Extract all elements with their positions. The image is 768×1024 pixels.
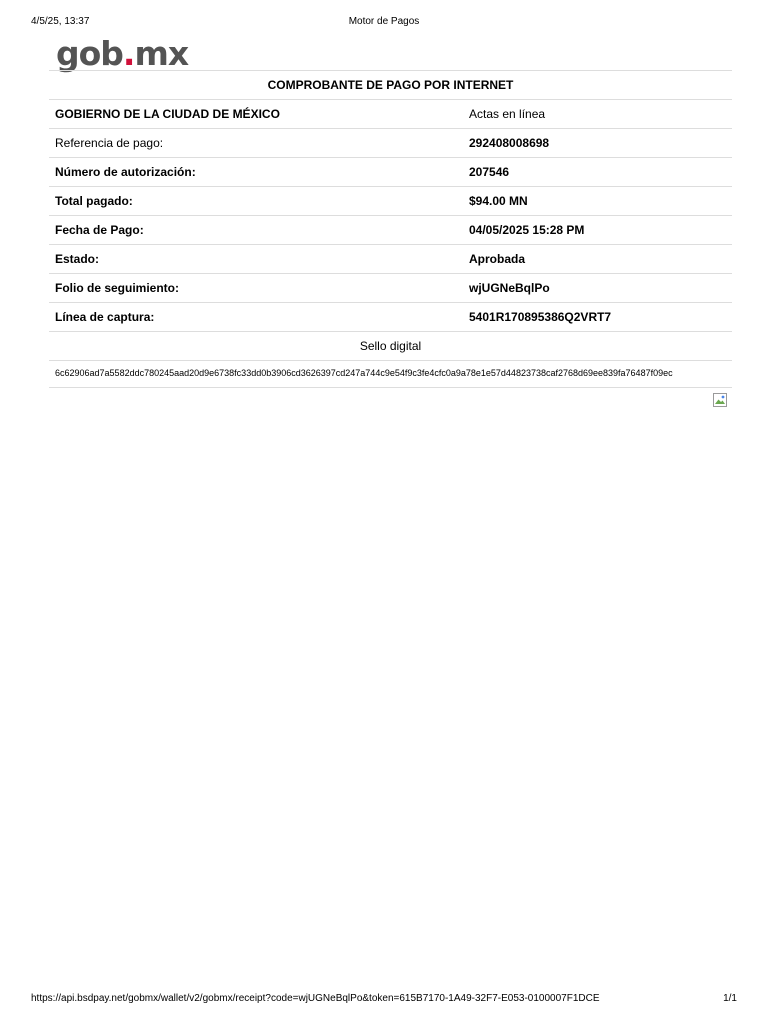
row-value: 292408008698 (469, 136, 550, 150)
row-value: 04/05/2025 15:28 PM (469, 223, 585, 237)
logo-dot: . (122, 34, 135, 73)
receipt-row-tracking-folio (49, 274, 732, 303)
gobmx-logo (56, 34, 188, 74)
receipt-row-capture-line (49, 303, 732, 332)
receipt-row-status (49, 245, 732, 274)
row-value: Actas en línea (469, 107, 546, 121)
row-label: Línea de captura: (55, 310, 155, 324)
receipt-row-total-paid (49, 187, 732, 216)
receipt-row-payment-reference (49, 129, 732, 158)
row-value: 5401R170895386Q2VRT7 (469, 310, 612, 324)
receipt-table (49, 70, 732, 388)
row-value: Aprobada (469, 252, 526, 266)
receipt-row-government (49, 100, 732, 129)
row-value: $94.00 MN (469, 194, 528, 208)
receipt-row-authorization-number (49, 158, 732, 187)
logo-part-mx: mx (134, 34, 189, 73)
row-label: Referencia de pago: (55, 136, 164, 150)
logo-part-gob: gob (56, 34, 123, 73)
print-datetime: 4/5/25, 13:37 (31, 16, 90, 27)
digital-seal-value: 6c62906ad7a5582ddc780245aad20d9e6738fc33dd0b3906cd3626397cd247a744c9e54f9c3fe4cfc0a9a78e1e57d44823738caf2768d69ee839fa76487f09ec (49, 361, 732, 388)
print-page-number: 1/1 (723, 993, 737, 1004)
row-label: Estado: (55, 252, 100, 266)
print-page-title: Motor de Pagos (348, 16, 420, 27)
broken-image-icon (713, 393, 727, 407)
print-url: https://api.bsdpay.net/gobmx/wallet/v2/gobmx/receipt?code=wjUGNeBqlPo&token=615B7170-1A49-32F7-E053-0100007F1DCE (31, 993, 600, 1004)
row-value: wjUGNeBqlPo (469, 281, 550, 295)
row-label: GOBIERNO DE LA CIUDAD DE MÉXICO (55, 107, 280, 121)
row-label: Total pagado: (55, 194, 133, 208)
row-value: 207546 (469, 165, 510, 179)
receipt-title: COMPROBANTE DE PAGO POR INTERNET (49, 71, 732, 100)
receipt-row-payment-date (49, 216, 732, 245)
row-label: Fecha de Pago: (55, 223, 144, 237)
row-label: Folio de seguimiento: (55, 281, 180, 295)
digital-seal-label: Sello digital (49, 332, 732, 361)
row-label: Número de autorización: (55, 165, 196, 179)
